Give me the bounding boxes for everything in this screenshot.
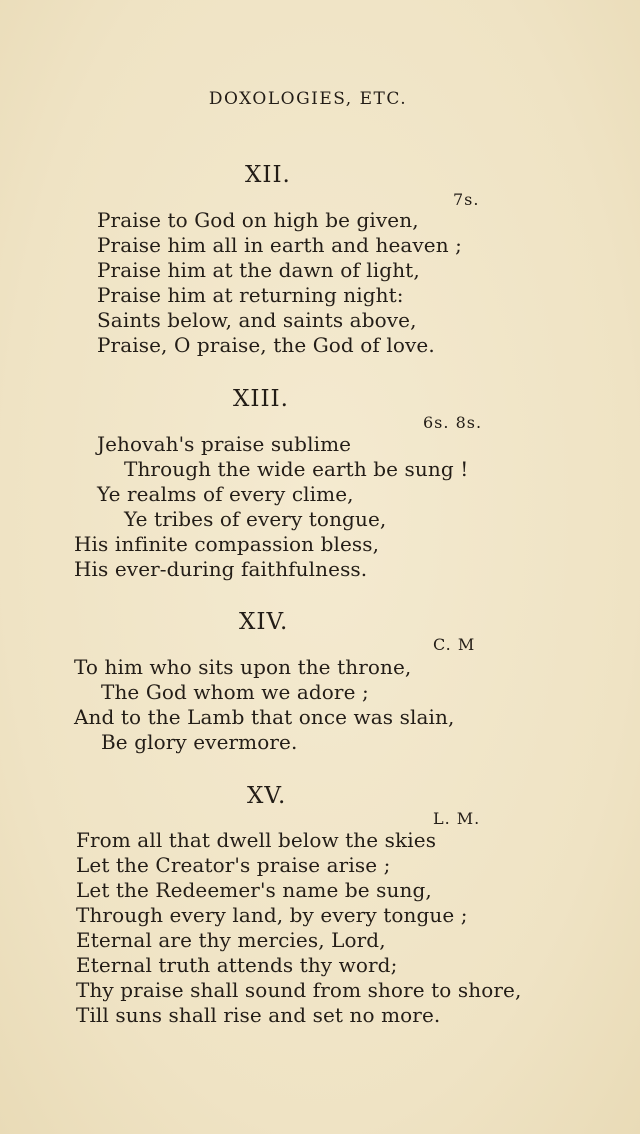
verse-line: Eternal truth attends thy word;: [76, 953, 398, 977]
hymn-number: XIII.: [233, 386, 289, 412]
verse-line: To him who sits upon the throne,: [74, 655, 412, 679]
verse-line: From all that dwell below the skies: [76, 828, 437, 852]
verse-line: Let the Redeemer's name be sung,: [76, 878, 432, 902]
running-head: DOXOLOGIES, ETC.: [208, 89, 408, 109]
hymn-number: XV.: [247, 783, 287, 809]
verse-line: Eternal are thy mercies, Lord,: [76, 928, 386, 952]
verse-line: Praise, O praise, the God of love.: [97, 333, 435, 357]
verse-line: Through the wide earth be sung !: [124, 457, 469, 481]
verse-line: Praise him at returning night:: [97, 283, 404, 307]
verse-line: Jehovah's praise sublime: [97, 432, 352, 456]
verse-line: Praise him all in earth and heaven ;: [97, 233, 463, 257]
verse-line: The God whom we adore ;: [101, 680, 369, 704]
verse-line: Till suns shall rise and set no more.: [76, 1003, 441, 1027]
verse-line: Ye realms of every clime,: [97, 482, 354, 506]
hymn-meter: L. M.: [433, 809, 481, 828]
verse-line: Be glory evermore.: [101, 730, 298, 754]
hymn-meter: 6s. 8s.: [423, 413, 483, 432]
hymn-meter: 7s.: [453, 190, 480, 209]
verse-line: Saints below, and saints above,: [97, 308, 417, 332]
verse-line: Through every land, by every tongue ;: [76, 903, 468, 927]
verse-line: Praise him at the dawn of light,: [97, 258, 420, 282]
verse-line: Praise to God on high be given,: [97, 208, 419, 232]
verse-line: Thy praise shall sound from shore to shore,: [76, 978, 522, 1002]
verse-line: His ever-during faithfulness.: [74, 557, 368, 581]
hymn-number: XIV.: [239, 609, 289, 635]
verse-line: Let the Creator's praise arise ;: [76, 853, 391, 877]
hymn-meter: C. M: [433, 635, 476, 654]
verse-line: And to the Lamb that once was slain,: [74, 705, 455, 729]
verse-line: His infinite compassion bless,: [74, 532, 380, 556]
hymn-number: XII.: [245, 162, 291, 188]
verse-line: Ye tribes of every tongue,: [124, 507, 387, 531]
